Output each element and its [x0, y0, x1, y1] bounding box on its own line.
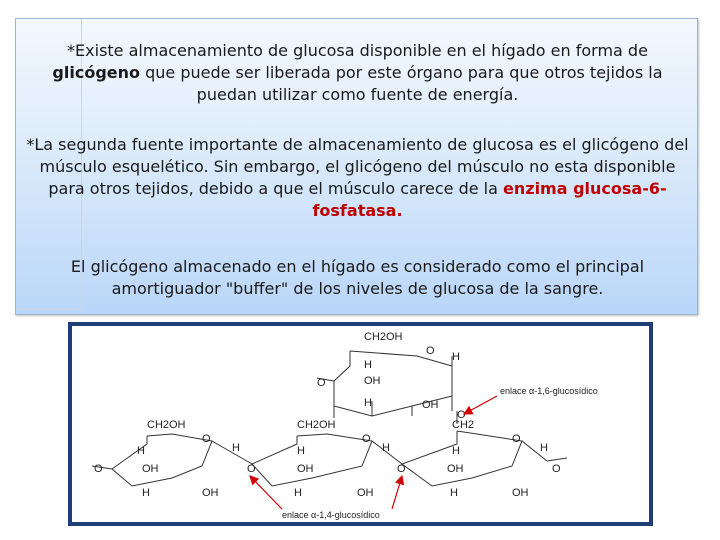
glycogen-structure-diagram — [68, 322, 653, 526]
h-label: H — [142, 487, 150, 499]
oh-label: OH — [297, 463, 314, 475]
o-label: O — [202, 433, 211, 445]
o-label: O — [426, 345, 435, 357]
o-label: O — [457, 409, 466, 421]
bond-16-arrow — [464, 396, 497, 414]
oh-label: OH — [202, 487, 219, 499]
paragraph2-text: *La segunda fuente importante de almacenamiento de glucosa es el glicógeno del músculo esquelético. Sin embargo, el glicógeno del músculo no esta disponible para otros tejidos, debido a que el músculo carece de la — [26, 135, 689, 198]
ch2oh-label: CH2OH — [297, 419, 336, 431]
h-label: H — [364, 397, 372, 409]
panel-divider-line — [16, 309, 82, 310]
paragraph-buffer — [24, 256, 691, 300]
glycogen-term: glicógeno — [52, 63, 141, 82]
o-label: O — [247, 463, 256, 475]
h-label: H — [452, 351, 460, 363]
glycogen-structure-svg — [72, 326, 649, 522]
oh-label: OH — [142, 463, 159, 475]
oh-label: OH — [447, 463, 464, 475]
h-label: H — [452, 445, 460, 457]
o-label: O — [317, 377, 326, 389]
bond-14-arrow-left — [250, 476, 282, 509]
paragraph1-text: *Existe almacenamiento de glucosa disponible en el hígado en forma de — [67, 41, 648, 60]
h-label: H — [232, 442, 240, 454]
bond-14-label: enlace α-1,4-glucosídico — [282, 510, 380, 520]
oh-label: OH — [364, 375, 381, 387]
paragraph-muscle-glycogen — [24, 134, 691, 222]
oh-label: OH — [422, 399, 439, 411]
ch2oh-label: CH2OH — [364, 331, 403, 343]
paragraph1-rest: que puede ser liberada por este órgano para que otros tejidos la puedan utilizar como fuente de energía. — [140, 63, 663, 104]
text-panel — [15, 18, 698, 315]
oh-label: OH — [357, 487, 374, 499]
enzyme-highlight: enzima glucosa-6-fosfatasa. — [312, 179, 667, 220]
ch2oh-label: CH2OH — [147, 419, 186, 431]
o-label: O — [94, 463, 103, 475]
h-label: H — [382, 442, 390, 454]
h-label: H — [137, 445, 145, 457]
o-label: O — [512, 433, 521, 445]
paragraph-liver-glycogen — [24, 40, 691, 106]
paragraph3-text: El glicógeno almacenado en el hígado es considerado como el principal amortiguador "buffer" de los niveles de glucosa de la sangre. — [70, 257, 645, 298]
h-label: H — [450, 487, 458, 499]
bond-16-label: enlace α-1,6-glucosídico — [500, 386, 598, 396]
bond-14-arrow-right — [392, 476, 402, 509]
o-label: O — [362, 433, 371, 445]
oh-label: OH — [512, 487, 529, 499]
h-label: H — [297, 445, 305, 457]
h-label: H — [294, 487, 302, 499]
h-label: H — [364, 359, 372, 371]
h-label: H — [540, 442, 548, 454]
ch2-label: CH2 — [452, 419, 475, 431]
o-label: O — [552, 463, 561, 475]
o-label: O — [397, 463, 406, 475]
